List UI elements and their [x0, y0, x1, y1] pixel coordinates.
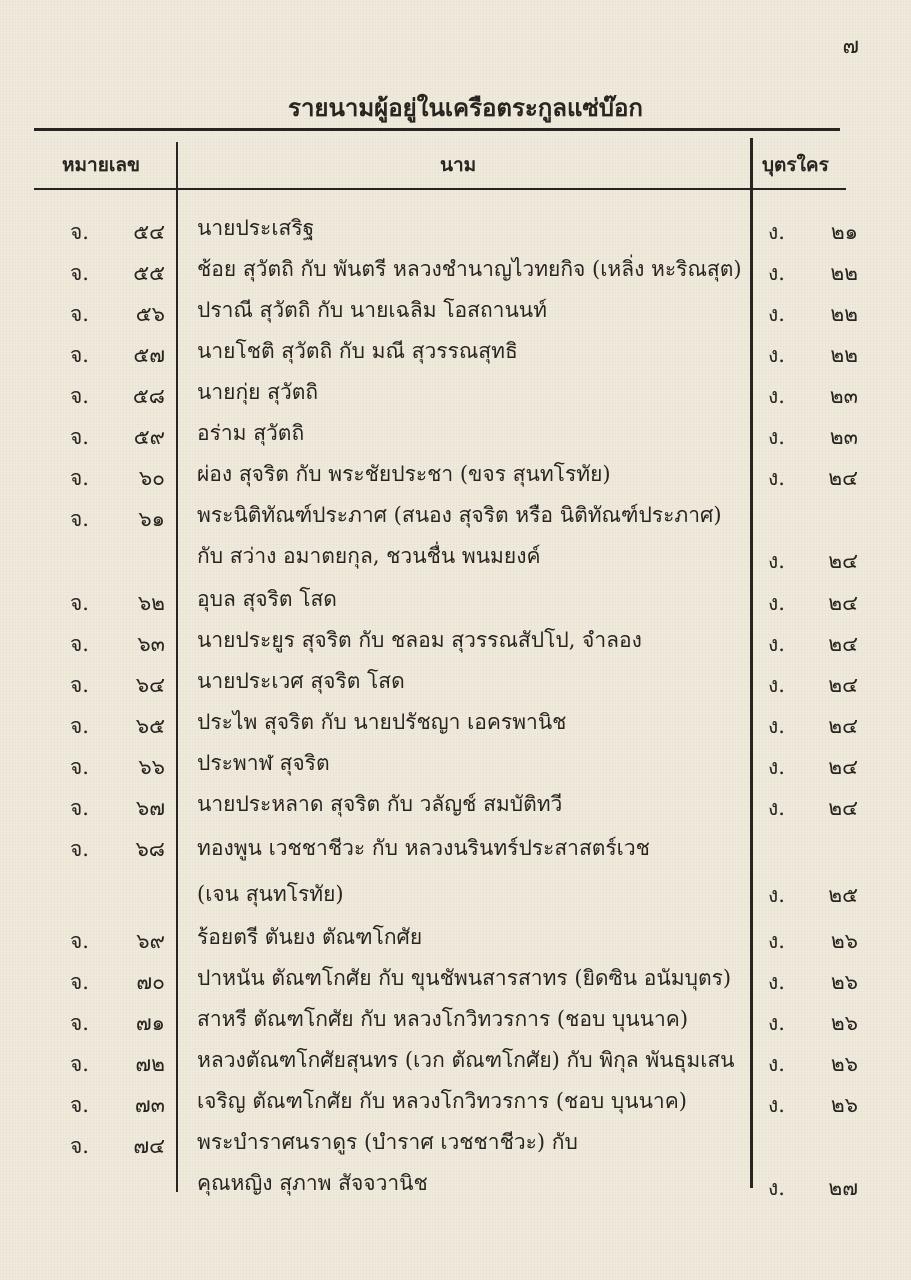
row-name-line: (เจน สุนทโรทัย) — [197, 882, 344, 906]
row-child-value: ๒๔ — [828, 466, 858, 490]
row-name-line: อร่าม สุวัตถิ — [197, 421, 305, 445]
row-child-prefix: ง. — [768, 591, 785, 615]
row-child-of — [768, 216, 858, 249]
row-child-value: ๒๔ — [828, 714, 858, 738]
row-name-line: อุบล สุจริต โสด — [197, 587, 337, 611]
row-number-prefix: จ. — [70, 837, 89, 861]
row-child-of — [768, 545, 858, 578]
row-child-value: ๒๖ — [830, 1093, 858, 1117]
row-child-prefix: ง. — [768, 796, 785, 820]
row-number-value: ๖๖ — [138, 755, 165, 779]
page-title: รายนามผู้อยู่ในเครือตระกูลแซ่บ๊อก — [288, 93, 643, 122]
row-number-value: ๖๙ — [136, 929, 165, 953]
row-name — [197, 743, 742, 784]
row-name-line: ผ่อง สุจริต กับ พระชัยประชา (ขจร สุนทโรทัย) — [197, 462, 611, 486]
row-number — [70, 1007, 165, 1040]
row-number-prefix: จ. — [70, 1093, 89, 1117]
row-number-value: ๖๐ — [138, 466, 165, 490]
row-number — [70, 339, 165, 372]
row-number-value: ๗๑ — [135, 1011, 165, 1035]
row-child-of — [768, 792, 858, 825]
row-number — [70, 421, 165, 454]
row-child-of — [768, 298, 858, 331]
table-row — [0, 624, 911, 665]
row-child-of — [768, 925, 858, 958]
table-row — [0, 499, 911, 583]
row-name-line: ประพาฬ สุจริต — [197, 751, 330, 775]
row-name-line: นายประหลาด สุจริต กับ วลัญช์ สมบัติทวี — [197, 792, 563, 816]
row-child-of — [768, 257, 858, 290]
row-child-value: ๒๒ — [830, 343, 858, 367]
table-row — [0, 1044, 911, 1085]
row-name-line: พระบำราศนราดูร (บำราศ เวชชาชีวะ) กับ — [197, 1130, 578, 1154]
row-name-line: หลวงตัณฑโกศัยสุนทร (เวก ตัณฑโกศัย) กับ พิกุล พันธุมเสน — [197, 1048, 735, 1072]
row-child-value: ๒๓ — [829, 384, 858, 408]
row-child-value: ๒๒ — [830, 302, 858, 326]
row-number-value: ๕๕ — [133, 261, 165, 285]
row-name — [197, 1040, 742, 1081]
row-child-of — [768, 380, 858, 413]
row-child-value: ๒๖ — [830, 970, 858, 994]
row-name — [197, 702, 742, 743]
row-name — [197, 620, 742, 661]
row-child-value: ๒๒ — [830, 261, 858, 285]
row-number-prefix: จ. — [70, 591, 89, 615]
row-number — [70, 1048, 165, 1081]
row-child-prefix: ง. — [768, 755, 785, 779]
row-number — [70, 966, 165, 999]
row-child-value: ๒๑ — [830, 220, 858, 244]
row-child-prefix: ง. — [768, 632, 785, 656]
row-number-value: ๖๒ — [137, 591, 165, 615]
row-child-of — [768, 462, 858, 495]
table-row — [0, 335, 911, 376]
row-number — [70, 792, 165, 825]
table-row — [0, 788, 911, 829]
row-number-value: ๖๕ — [135, 714, 165, 738]
row-child-prefix: ง. — [768, 261, 785, 285]
row-child-value: ๒๔ — [828, 673, 858, 697]
row-child-of — [768, 1172, 858, 1205]
row-child-of — [768, 628, 858, 661]
row-number — [70, 628, 165, 661]
row-child-of — [768, 966, 858, 999]
row-number-prefix: จ. — [70, 466, 89, 490]
row-child-prefix: ง. — [768, 929, 785, 953]
table-row — [0, 706, 911, 747]
row-child-prefix: ง. — [768, 673, 785, 697]
row-child-prefix: ง. — [768, 1093, 785, 1117]
table-row — [0, 376, 911, 417]
row-child-prefix: ง. — [768, 970, 785, 994]
row-number-value: ๗๓ — [134, 1093, 165, 1117]
row-child-value: ๒๓ — [829, 425, 858, 449]
table-top-rule — [34, 128, 840, 131]
row-name-line: กับ สว่าง อมาตยกุล, ชวนชื่น พนมยงค์ — [197, 544, 541, 568]
row-number — [70, 751, 165, 784]
row-number — [70, 257, 165, 290]
row-name — [197, 999, 742, 1040]
table-row — [0, 294, 911, 335]
row-number-prefix: จ. — [70, 1052, 89, 1076]
row-child-prefix: ง. — [768, 220, 785, 244]
row-child-value: ๒๔ — [828, 632, 858, 656]
row-name — [197, 208, 742, 249]
row-name-line: นายประยูร สุจริต กับ ชลอม สุวรรณสัปโป, จำลอง — [197, 628, 642, 652]
row-child-prefix: ง. — [768, 384, 785, 408]
row-name-line: ประไพ สุจริต กับ นายปรัชญา เอครพานิช — [197, 710, 567, 734]
row-number — [70, 833, 165, 866]
table-row — [0, 1085, 911, 1126]
row-number-value: ๖๘ — [135, 837, 165, 861]
row-name — [197, 661, 742, 702]
row-child-of — [768, 710, 858, 743]
row-number-prefix: จ. — [70, 714, 89, 738]
row-child-prefix: ง. — [768, 343, 785, 367]
row-number-prefix: จ. — [70, 302, 89, 326]
row-number-prefix: จ. — [70, 970, 89, 994]
row-number-prefix: จ. — [70, 673, 89, 697]
row-child-value: ๒๕ — [828, 883, 858, 907]
row-name — [197, 579, 742, 620]
row-child-of — [768, 1089, 858, 1122]
row-number-value: ๗๐ — [136, 970, 165, 994]
row-number-value: ๖๔ — [135, 673, 165, 697]
header-child-of: บุตรใคร — [762, 154, 829, 176]
row-child-value: ๒๖ — [830, 1011, 858, 1035]
row-child-prefix: ง. — [768, 883, 785, 907]
row-number-prefix: จ. — [70, 220, 89, 244]
row-name-line: คุณหญิง สุภาพ สัจจวานิช — [197, 1171, 428, 1195]
table-row — [0, 458, 911, 499]
row-number-prefix: จ. — [70, 929, 89, 953]
row-child-prefix: ง. — [768, 549, 785, 573]
row-number — [70, 462, 165, 495]
row-child-of — [768, 339, 858, 372]
row-name — [197, 1081, 742, 1122]
row-name — [197, 249, 742, 290]
row-child-of — [768, 669, 858, 702]
table-row — [0, 962, 911, 1003]
row-name-line: นายประเสริฐ — [197, 216, 315, 240]
row-name — [197, 784, 742, 825]
table-row — [0, 583, 911, 624]
row-name-line: สาหรี ตัณฑโกศัย กับ หลวงโกวิทวรการ (ชอบ บุนนาค) — [197, 1007, 689, 1031]
row-number-prefix: จ. — [70, 507, 89, 531]
table-row — [0, 417, 911, 458]
row-number — [70, 587, 165, 620]
row-name — [197, 413, 742, 454]
row-name — [197, 1122, 742, 1204]
row-child-value: ๒๖ — [830, 1052, 858, 1076]
table-row — [0, 747, 911, 788]
row-child-prefix: ง. — [768, 425, 785, 449]
row-number-prefix: จ. — [70, 1134, 89, 1158]
row-name-line: ทองพูน เวชชาชีวะ กับ หลวงนรินทร์ประสาสตร์เวช — [197, 836, 650, 860]
row-child-value: ๒๗ — [828, 1176, 858, 1200]
row-name-line: นายประเวศ สุจริต โสด — [197, 669, 405, 693]
row-number-value: ๖๗ — [135, 796, 165, 820]
row-number — [70, 710, 165, 743]
row-number — [70, 1089, 165, 1122]
row-number-prefix: จ. — [70, 1011, 89, 1035]
table-row — [0, 665, 911, 706]
row-child-of — [768, 587, 858, 620]
row-number-prefix: จ. — [70, 384, 89, 408]
row-child-of — [768, 421, 858, 454]
row-number-value: ๕๘ — [132, 384, 165, 408]
row-name-line: ช้อย สุวัตถิ กับ พันตรี หลวงชำนาญไวทยกิจ (เหลิ่ง หะริณสุต) — [197, 257, 742, 281]
header-name: นาม — [440, 154, 477, 176]
row-number — [70, 298, 165, 331]
row-number — [70, 503, 165, 536]
row-name — [197, 495, 742, 577]
row-number-value: ๕๔ — [133, 220, 165, 244]
row-name — [197, 454, 742, 495]
table-row — [0, 1003, 911, 1044]
row-number-prefix: จ. — [70, 796, 89, 820]
row-number-value: ๕๗ — [133, 343, 165, 367]
table-row — [0, 253, 911, 294]
row-child-of — [768, 751, 858, 784]
table-row — [0, 921, 911, 962]
row-child-value: ๒๔ — [828, 549, 858, 573]
row-number-value: ๗๔ — [133, 1134, 165, 1158]
row-name-line: พระนิติทัณฑ์ประภาศ (สนอง สุจริต หรือ นิติทัณฑ์ประภาศ) — [197, 503, 722, 527]
row-child-value: ๒๖ — [830, 929, 858, 953]
row-child-value: ๒๔ — [828, 796, 858, 820]
row-name-line: นายกุ่ย สุวัตถิ — [197, 380, 319, 404]
row-number — [70, 925, 165, 958]
header-number: หมายเลข — [62, 154, 140, 176]
row-child-value: ๒๔ — [828, 591, 858, 615]
row-name — [197, 331, 742, 372]
row-name — [197, 958, 742, 999]
row-child-prefix: ง. — [768, 1176, 785, 1200]
row-number — [70, 669, 165, 702]
row-child-of — [768, 879, 858, 912]
row-number-value: ๖๑ — [138, 507, 165, 531]
table-row — [0, 1126, 911, 1210]
row-number-prefix: จ. — [70, 632, 89, 656]
row-number — [70, 380, 165, 413]
row-child-prefix: ง. — [768, 302, 785, 326]
row-child-prefix: ง. — [768, 466, 785, 490]
row-child-prefix: ง. — [768, 1011, 785, 1035]
row-name — [197, 290, 742, 331]
table-body — [0, 212, 911, 1210]
row-number-prefix: จ. — [70, 425, 89, 449]
row-child-prefix: ง. — [768, 1052, 785, 1076]
row-name-line: ร้อยตรี ตันยง ตัณฑโกศัย — [197, 925, 423, 949]
row-number — [70, 1130, 165, 1163]
row-name — [197, 372, 742, 413]
table-header-rule — [34, 188, 846, 190]
table-row — [0, 829, 911, 921]
row-child-of — [768, 1007, 858, 1040]
row-number-value: ๕๖ — [135, 302, 165, 326]
row-name-line: นายโชติ สุวัตถิ กับ มณี สุวรรณสุทธิ — [197, 339, 518, 363]
row-name — [197, 917, 742, 958]
row-number-prefix: จ. — [70, 755, 89, 779]
row-number-prefix: จ. — [70, 261, 89, 285]
page-number: ๗ — [842, 34, 859, 59]
row-child-value: ๒๔ — [828, 755, 858, 779]
row-name-line: เจริญ ตัณฑโกศัย กับ หลวงโกวิทวรการ (ชอบ บุนนาค) — [197, 1089, 687, 1113]
row-name — [197, 825, 742, 917]
row-number-value: ๖๓ — [137, 632, 165, 656]
row-child-of — [768, 1048, 858, 1081]
row-child-prefix: ง. — [768, 714, 785, 738]
row-number-value: ๗๒ — [135, 1052, 165, 1076]
row-name-line: ปราณี สุวัตถิ กับ นายเฉลิม โอสถานนท์ — [197, 298, 548, 322]
row-number-value: ๕๙ — [133, 425, 165, 449]
table-row — [0, 212, 911, 253]
row-number-prefix: จ. — [70, 343, 89, 367]
row-name-line: ปาหนัน ตัณฑโกศัย กับ ขุนชัพนสารสาทร (ยิดซิน อนัมบุตร) — [197, 966, 732, 990]
row-number — [70, 216, 165, 249]
